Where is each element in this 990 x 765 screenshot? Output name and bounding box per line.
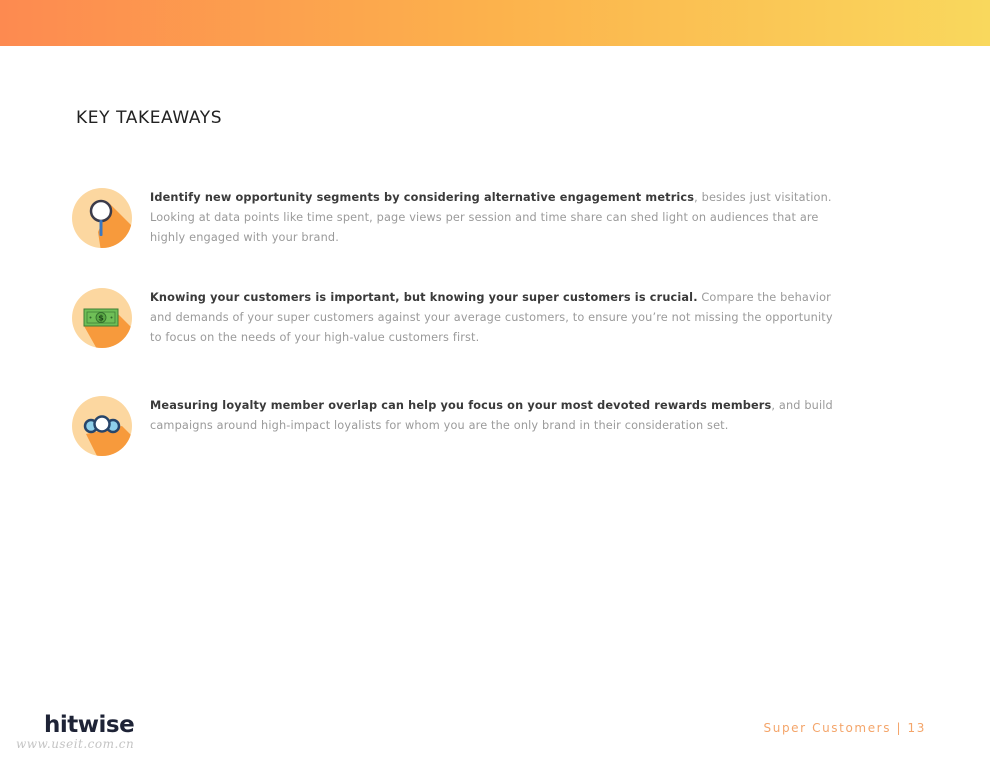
watermark: www.useit.com.cn <box>16 737 135 751</box>
takeaway-text: Knowing your customers is important, but knowing your super customers is crucial. Compare the behavior and demands of your super customers against your average customers, to ensure you’re not missing the opportunity to focus on the needs of your high-value customers first. <box>150 291 833 344</box>
page-footer-label: Super Customers | 13 <box>763 721 926 735</box>
takeaway-text: Identify new opportunity segments by considering alternative engagement metrics, besides just visitation. Looking at data points like time spent, page views per session and time share can shed light on audiences that are highly engaged with your brand. <box>150 191 832 244</box>
dollar-bill-icon <box>72 288 132 348</box>
header-gradient-bar <box>0 0 990 46</box>
group-icon <box>72 396 132 456</box>
hitwise-logo: hitwise <box>44 712 135 738</box>
svg-text:$: $ <box>98 313 104 323</box>
takeaway-text: Measuring loyalty member overlap can help you focus on your most devoted rewards members, and build campaigns around high-impact loyalists for whom you are the only brand in their consideration set. <box>150 399 833 432</box>
page-title: KEY TAKEAWAYS <box>76 108 223 129</box>
magnifying-glass-icon <box>72 188 132 248</box>
